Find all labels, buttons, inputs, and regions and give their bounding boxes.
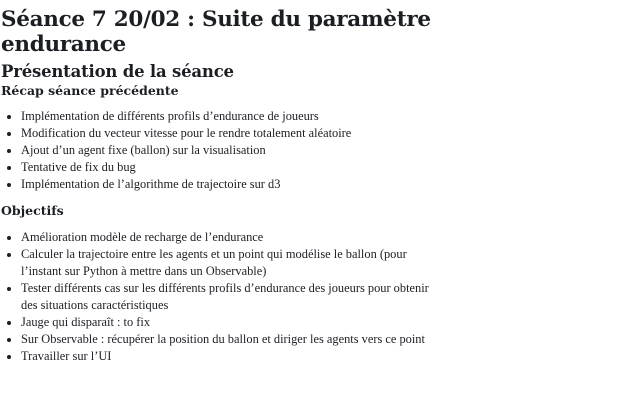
bullet-icon [7, 321, 11, 325]
bullet-icon [7, 338, 11, 342]
section-title: Présentation de la séance [1, 62, 234, 81]
page-title: Séance 7 20/02 : Suite du paramètre endurance [1, 7, 431, 57]
list-item-text: Calculer la trajectoire entre les agents et un point qui modélise le ballon (pour l’instant sur Python à mettre dans un Observable) [21, 247, 407, 278]
bullet-icon [7, 149, 11, 153]
list-item-text: Amélioration modèle de recharge de l’endurance [21, 230, 264, 244]
list-item [21, 280, 441, 314]
list-item [21, 125, 441, 142]
bullet-icon [7, 166, 11, 170]
recap-heading: Récap séance précédente [1, 83, 179, 98]
list-item-text: Tester différents cas sur les différents profils d’endurance des joueurs pour obtenir des situations caractéristiques [21, 281, 429, 312]
list-item-text: Ajout d’un agent fixe (ballon) sur la visualisation [21, 143, 266, 157]
list-item-text: Jauge qui disparaît : to fix [21, 315, 151, 329]
list-item-text: Travailler sur l’UI [21, 349, 112, 363]
list-item [21, 348, 441, 365]
list-item-text: Tentative de fix du bug [21, 160, 136, 174]
bullet-icon [7, 183, 11, 187]
list-item [21, 314, 441, 331]
recap-list [1, 108, 441, 193]
bullet-icon [7, 115, 11, 119]
list-item [21, 159, 441, 176]
list-item-text: Sur Observable : récupérer la position du ballon et diriger les agents vers ce point [21, 332, 425, 346]
objectifs-heading: Objectifs [1, 203, 64, 218]
list-item [21, 108, 441, 125]
bullet-icon [7, 287, 11, 291]
list-item [21, 246, 441, 280]
list-item [21, 176, 441, 193]
document-page [0, 7, 640, 400]
bullet-icon [7, 253, 11, 257]
objectifs-list [1, 229, 441, 365]
list-item [21, 331, 441, 348]
list-item-text: Modification du vecteur vitesse pour le rendre totalement aléatoire [21, 126, 352, 140]
list-item-text: Implémentation de différents profils d’endurance de joueurs [21, 109, 319, 123]
list-item [21, 229, 441, 246]
list-item-text: Implémentation de l’algorithme de trajectoire sur d3 [21, 177, 281, 191]
list-item [21, 142, 441, 159]
bullet-icon [7, 355, 11, 359]
bullet-icon [7, 132, 11, 136]
bullet-icon [7, 236, 11, 240]
